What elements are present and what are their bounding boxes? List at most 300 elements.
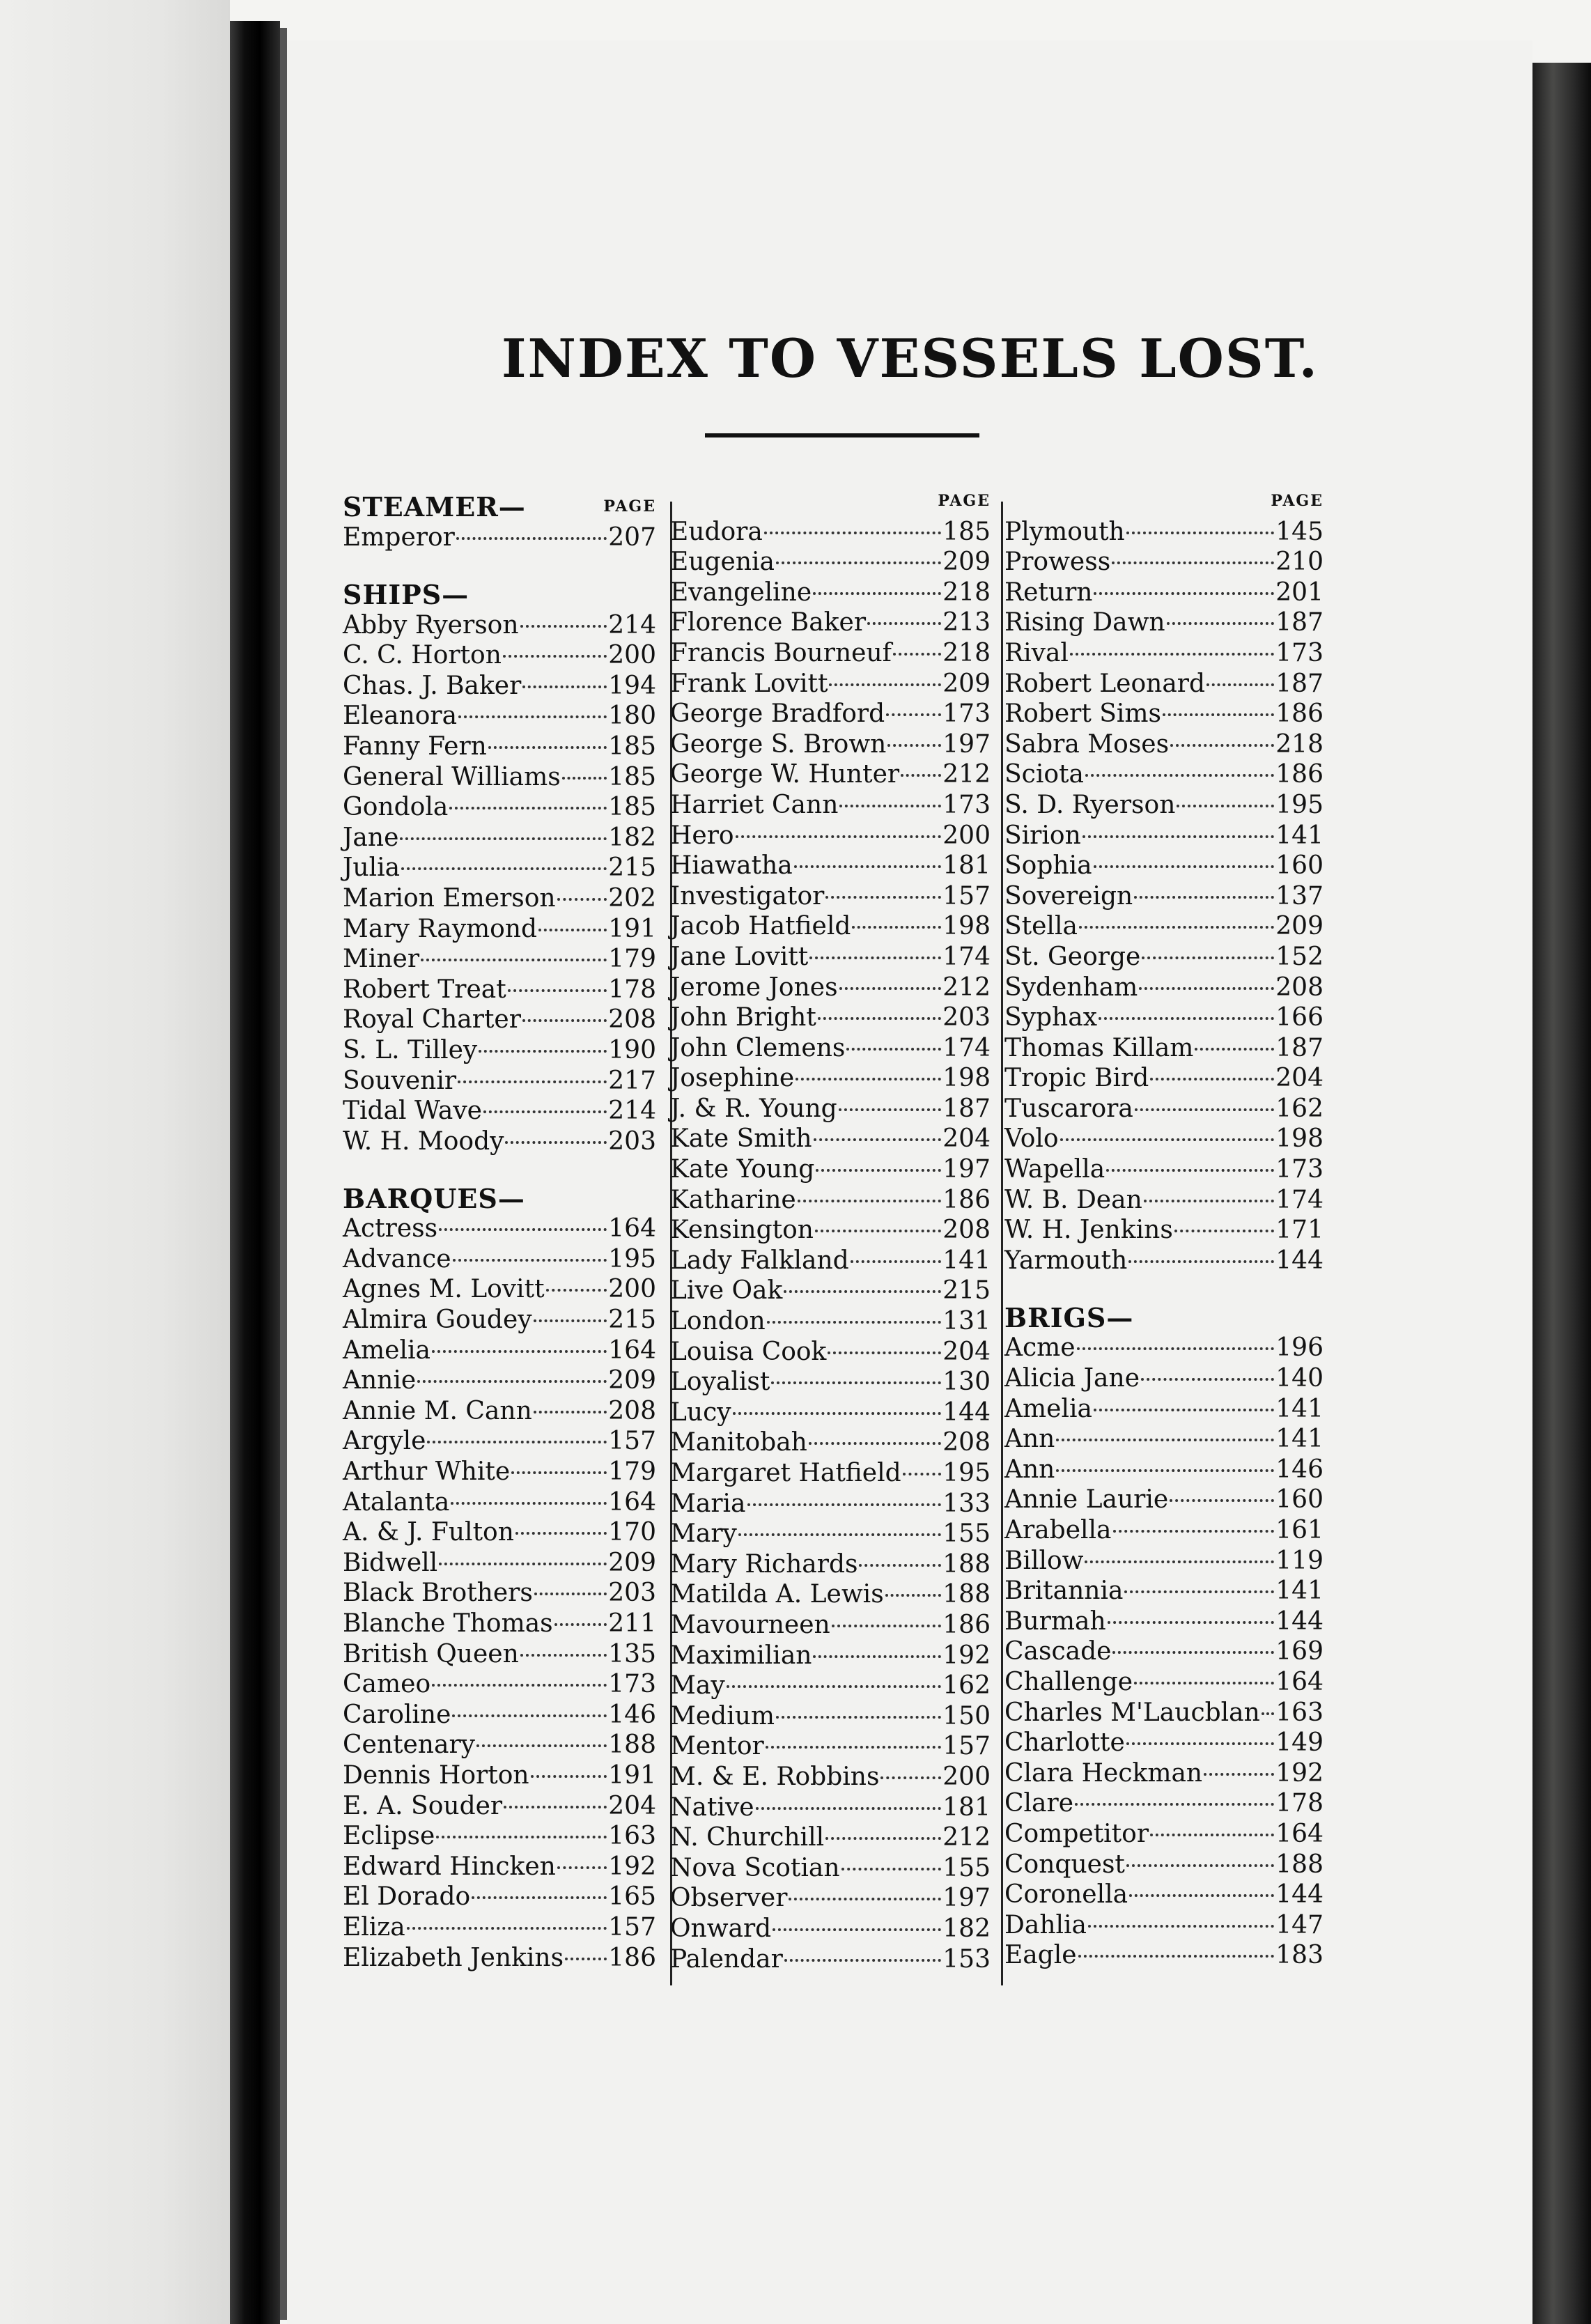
page-number: 218 — [942, 578, 991, 607]
section-spacer — [343, 553, 656, 574]
dot-leader — [534, 1593, 607, 1595]
vessel-name: Gondola — [343, 793, 449, 822]
section-header — [343, 1177, 656, 1214]
dot-leader — [562, 777, 607, 780]
vessel-name: Observer — [670, 1884, 788, 1913]
vessel-name: Matilda A. Lewis — [670, 1580, 884, 1609]
page-number: 198 — [942, 912, 991, 941]
dot-leader — [733, 1412, 942, 1415]
dot-leader — [903, 1473, 942, 1475]
dot-leader — [538, 929, 607, 931]
vessel-name: Emperor — [343, 523, 455, 552]
page-number: 173 — [608, 1670, 656, 1699]
vessel-name: Britannia — [1004, 1577, 1124, 1606]
vessel-name: Royal Charter — [343, 1005, 521, 1035]
page-number: 149 — [1275, 1728, 1324, 1758]
vessel-name: J. & R. Young — [670, 1094, 837, 1123]
index-entry — [343, 1912, 656, 1943]
index-entry — [343, 914, 656, 945]
index-entry — [1004, 1758, 1324, 1789]
vessel-name: Sabra Moses — [1004, 729, 1170, 759]
page-number: 204 — [942, 1124, 991, 1154]
index-entry — [670, 1731, 991, 1762]
page-number: 209 — [608, 1548, 656, 1577]
vessel-name: Cascade — [1004, 1637, 1112, 1666]
page-number: 160 — [1275, 851, 1324, 881]
dot-leader — [534, 1411, 607, 1413]
page-number: 181 — [942, 851, 991, 881]
vessel-name: Marion Emerson — [343, 883, 556, 913]
vessel-name: Louisa Cook — [670, 1337, 827, 1366]
page-number: 135 — [608, 1639, 656, 1668]
dot-leader — [432, 1350, 607, 1353]
vessel-name: Maximilian — [670, 1641, 812, 1670]
dot-leader — [859, 1564, 941, 1567]
vessel-name: Mavourneen — [670, 1610, 830, 1639]
index-entry — [670, 821, 991, 851]
page-number: 217 — [608, 1066, 656, 1095]
index-entry — [670, 1579, 991, 1610]
index-entry — [1004, 942, 1324, 973]
index-entry — [1004, 1094, 1324, 1124]
page-number: 152 — [1275, 942, 1324, 971]
dot-leader — [880, 1776, 941, 1779]
section-header — [343, 486, 656, 522]
dot-leader — [472, 1896, 607, 1899]
vessel-name: Billow — [1004, 1546, 1084, 1575]
vessel-name: John Clemens — [670, 1033, 846, 1062]
page-edge — [1532, 63, 1591, 2324]
index-entry — [670, 1002, 991, 1033]
dot-leader — [851, 1260, 942, 1263]
dot-leader — [508, 989, 607, 992]
index-entry — [670, 1822, 991, 1853]
page-number: 180 — [608, 702, 656, 731]
gutter-edge — [280, 28, 287, 2320]
page-column-label: PAGE — [938, 492, 991, 510]
index-entry — [1004, 1363, 1324, 1394]
index-entry — [1004, 759, 1324, 790]
index-entry — [343, 1035, 656, 1066]
index-entry — [343, 640, 656, 671]
dot-leader — [818, 1017, 941, 1020]
page-number: 192 — [608, 1852, 656, 1881]
vessel-name: Mary Richards — [670, 1549, 858, 1579]
vessel-name: Abby Ryerson — [343, 610, 519, 640]
vessel-name: Coronella — [1004, 1880, 1128, 1909]
page-number: 185 — [608, 762, 656, 791]
page-number: 203 — [608, 1579, 656, 1608]
index-entry — [1004, 1246, 1324, 1276]
vessel-name: Caroline — [343, 1700, 451, 1729]
vessel-name: General Williams — [343, 762, 561, 791]
vessel-name: John Bright — [670, 1003, 816, 1032]
index-entry — [343, 610, 656, 641]
page-number: 212 — [942, 973, 991, 1002]
page-number: 165 — [608, 1882, 656, 1912]
page-number: 215 — [608, 1306, 656, 1335]
vessel-name: Lucy — [670, 1397, 731, 1427]
index-entry — [670, 759, 991, 790]
page-number: 191 — [608, 914, 656, 943]
index-entry — [343, 1548, 656, 1579]
page-number: 162 — [1275, 1094, 1324, 1123]
page-number: 197 — [942, 729, 991, 759]
page-number: 207 — [608, 523, 656, 552]
index-entry — [1004, 911, 1324, 942]
vessel-name: Sydenham — [1004, 973, 1138, 1002]
dot-leader — [1056, 1439, 1274, 1441]
index-entry — [343, 853, 656, 883]
dot-leader — [458, 1080, 607, 1083]
vessel-name: A. & J. Fulton — [343, 1518, 514, 1547]
page-number: 173 — [942, 699, 991, 729]
page-number: 141 — [1275, 1577, 1324, 1606]
vessel-name: Kensington — [670, 1216, 814, 1245]
page-number: 185 — [608, 731, 656, 761]
index-entry — [343, 883, 656, 914]
dot-leader — [1262, 1712, 1274, 1715]
index-entry — [343, 701, 656, 731]
vessel-name: Syphax — [1004, 1003, 1097, 1032]
vessel-name: Jane Lovitt — [670, 942, 809, 971]
vessel-name: Dennis Horton — [343, 1760, 529, 1790]
vessel-name: Mary Raymond — [343, 914, 538, 943]
vessel-name: Jane — [343, 823, 399, 852]
index-entry — [1004, 1124, 1324, 1154]
vessel-name: Robert Leonard — [1004, 669, 1206, 698]
page-number: 153 — [942, 1944, 991, 1974]
page-number: 203 — [942, 1003, 991, 1032]
page-number: 157 — [608, 1427, 656, 1456]
vessel-name: Florence Baker — [670, 608, 867, 637]
page-number: 174 — [1275, 1185, 1324, 1214]
page-number: 179 — [608, 945, 656, 974]
index-entry — [343, 1096, 656, 1126]
vessel-name: Eudora — [670, 517, 763, 546]
dot-leader — [565, 1958, 607, 1960]
index-entry — [670, 1641, 991, 1671]
page-number: 147 — [1275, 1910, 1324, 1939]
index-entry — [343, 1066, 656, 1097]
dot-leader — [825, 896, 941, 899]
vessel-name: Lady Falkland — [670, 1246, 849, 1275]
index-entry — [670, 1185, 991, 1216]
index-entry — [343, 1335, 656, 1366]
page-column-header — [1004, 486, 1324, 517]
dot-leader — [867, 622, 941, 625]
vessel-name: Alicia Jane — [1004, 1364, 1140, 1393]
vessel-name: Argyle — [343, 1427, 426, 1456]
dot-leader — [520, 625, 607, 628]
page-number: 204 — [942, 1337, 991, 1366]
vessel-name: Margaret Hatfield — [670, 1459, 901, 1487]
vessel-name: Bidwell — [343, 1548, 438, 1577]
section-title: SHIPS— — [343, 579, 469, 610]
section-title: BRIGS— — [1004, 1301, 1134, 1333]
index-entry — [1004, 1546, 1324, 1577]
dot-leader — [1139, 987, 1274, 990]
page-number: 210 — [1275, 548, 1324, 577]
page-number: 164 — [608, 1335, 656, 1365]
vessel-name: Eugenia — [670, 548, 775, 577]
index-entry — [1004, 1788, 1324, 1819]
index-entry — [670, 729, 991, 760]
page-number: 212 — [942, 760, 991, 789]
index-entry — [670, 1215, 991, 1246]
page-number: 192 — [1275, 1758, 1324, 1788]
page-number: 209 — [1275, 912, 1324, 941]
vessel-name: Annie — [343, 1366, 417, 1395]
index-entry — [670, 1337, 991, 1368]
index-entry — [670, 1063, 991, 1094]
vessel-name: Charlotte — [1004, 1728, 1125, 1758]
index-entry — [670, 1397, 991, 1428]
vessel-name: Rising Dawn — [1004, 608, 1165, 637]
page-number: 212 — [942, 1823, 991, 1852]
page-number: 215 — [942, 1276, 991, 1306]
vessel-name: S. L. Tilley — [343, 1035, 478, 1064]
vessel-name: Katharine — [670, 1185, 796, 1214]
page-number: 195 — [608, 1244, 656, 1273]
vessel-name: Annie M. Cann — [343, 1396, 532, 1425]
vessel-name: E. A. Souder — [343, 1791, 503, 1820]
vessel-name: Kate Young — [670, 1155, 815, 1184]
dot-leader — [887, 744, 941, 747]
vessel-name: Tidal Wave — [343, 1097, 482, 1126]
dot-leader — [736, 835, 942, 838]
vessel-name: Fanny Fern — [343, 731, 487, 761]
index-entry — [670, 1489, 991, 1519]
section-title: BARQUES— — [343, 1182, 525, 1214]
dot-leader — [1170, 1499, 1274, 1502]
index-entry — [1004, 1515, 1324, 1546]
index-entry — [343, 1396, 656, 1427]
dot-leader — [832, 1625, 942, 1627]
vessel-name: Prowess — [1004, 548, 1111, 577]
vessel-name: Rival — [1004, 638, 1069, 667]
vessel-name: Investigator — [670, 881, 825, 911]
dot-leader — [479, 1050, 607, 1053]
section-header — [1004, 1296, 1324, 1333]
index-entry — [670, 911, 991, 942]
index-entry — [1004, 1333, 1324, 1363]
index-entry — [670, 1549, 991, 1580]
page-number: 144 — [942, 1397, 991, 1427]
vessel-name: Annie Laurie — [1004, 1485, 1169, 1515]
page-number: 208 — [1275, 973, 1324, 1002]
dot-leader — [1112, 561, 1274, 564]
index-entry — [670, 1306, 991, 1337]
vessel-name: Return — [1004, 578, 1093, 607]
page-number: 218 — [1275, 729, 1324, 759]
dot-leader — [483, 1110, 607, 1113]
index-entry — [1004, 1576, 1324, 1606]
page-number: 186 — [942, 1610, 991, 1639]
index-entry — [343, 1214, 656, 1244]
page-number: 188 — [942, 1549, 991, 1579]
dot-leader — [1126, 1864, 1274, 1867]
dot-leader — [1141, 1378, 1274, 1381]
page-number: 209 — [942, 669, 991, 698]
index-entry — [343, 1244, 656, 1275]
section-title: STEAMER— — [343, 491, 526, 523]
index-entry — [1004, 669, 1324, 699]
page-number: 211 — [608, 1609, 656, 1638]
vessel-name: Kate Smith — [670, 1124, 812, 1154]
index-entry — [343, 1126, 656, 1157]
index-entry — [1004, 1940, 1324, 1971]
dot-leader — [885, 1594, 942, 1597]
dot-leader — [1099, 1017, 1274, 1020]
page-number: 200 — [942, 1762, 991, 1791]
dot-leader — [511, 1471, 607, 1474]
vessel-name: British Queen — [343, 1639, 519, 1668]
index-entry — [1004, 517, 1324, 548]
page-number: 161 — [1275, 1516, 1324, 1544]
dot-leader — [1079, 926, 1274, 929]
page-number: 170 — [608, 1518, 656, 1547]
vessel-name: Thomas Killam — [1004, 1033, 1194, 1062]
page-number: 198 — [942, 1064, 991, 1093]
page-number: 200 — [608, 1275, 656, 1304]
dot-leader — [776, 561, 941, 564]
page-number: 150 — [942, 1701, 991, 1730]
dot-leader — [503, 655, 607, 658]
dot-leader — [841, 1868, 942, 1870]
page-number: 164 — [608, 1214, 656, 1244]
dot-leader — [1075, 1803, 1274, 1806]
vessel-name: Ann — [1004, 1425, 1055, 1454]
vessel-name: El Dorado — [343, 1882, 471, 1912]
section-header — [343, 574, 656, 610]
dot-leader — [417, 1380, 607, 1383]
index-entry — [670, 1124, 991, 1154]
page-number: 186 — [608, 1943, 656, 1972]
page-number: 179 — [608, 1457, 656, 1487]
dot-leader — [1129, 1894, 1274, 1897]
page-number: 171 — [1275, 1216, 1324, 1245]
vessel-name: London — [670, 1307, 766, 1336]
index-entry — [670, 1033, 991, 1064]
vessel-name: M. & E. Robbins — [670, 1762, 880, 1791]
page-number: 174 — [942, 1033, 991, 1062]
vessel-name: Centenary — [343, 1730, 476, 1760]
index-entry — [670, 1610, 991, 1641]
index-entry — [670, 669, 991, 699]
vessel-name: Amelia — [343, 1335, 430, 1365]
vessel-name: Eclipse — [343, 1822, 435, 1851]
dot-leader — [829, 683, 941, 686]
index-entry — [1004, 1185, 1324, 1216]
column-divider-2 — [1001, 502, 1003, 1985]
index-entry — [670, 1246, 991, 1276]
dot-leader — [522, 1019, 607, 1022]
index-column-3 — [1004, 486, 1324, 1971]
vessel-name: Harriet Cann — [670, 790, 839, 819]
vessel-name: Nova Scotian — [670, 1853, 840, 1882]
vessel-name: W. H. Jenkins — [1004, 1216, 1173, 1245]
vessel-name: Francis Bourneuf — [670, 638, 892, 667]
index-entry — [343, 1005, 656, 1035]
dot-leader — [522, 685, 607, 688]
page-number: 133 — [942, 1489, 991, 1518]
page-number: 214 — [608, 610, 656, 640]
index-entry — [343, 1487, 656, 1518]
dot-leader — [809, 956, 941, 959]
page-number: 186 — [942, 1185, 991, 1214]
dot-leader — [1082, 835, 1275, 838]
vessel-name: Eleanora — [343, 702, 458, 731]
page-number: 141 — [1275, 1394, 1324, 1423]
page-number: 146 — [1275, 1455, 1324, 1484]
vessel-name: Ann — [1004, 1455, 1055, 1484]
page-number: 141 — [1275, 1425, 1324, 1454]
page-number: 188 — [942, 1580, 991, 1609]
page-number: 157 — [942, 881, 991, 911]
page-title: INDEX TO VESSELS LOST. — [502, 327, 1319, 389]
dot-leader — [439, 1563, 607, 1565]
index-entry — [670, 1367, 991, 1397]
index-entry — [1004, 1002, 1324, 1033]
dot-leader — [407, 1927, 607, 1930]
vessel-name: Edward Hincken — [343, 1852, 556, 1881]
dot-leader — [515, 1532, 607, 1535]
page-number: 201 — [1275, 578, 1324, 607]
dot-leader — [427, 1441, 607, 1443]
vessel-name: Conquest — [1004, 1850, 1125, 1879]
dot-leader — [557, 898, 607, 901]
page-number: 155 — [942, 1519, 991, 1549]
dot-leader — [813, 592, 941, 595]
vessel-name: Hero — [670, 821, 734, 850]
book-gutter — [230, 21, 280, 2324]
page-number: 218 — [942, 638, 991, 667]
vessel-name: Tropic Bird — [1004, 1064, 1149, 1093]
dot-leader — [476, 1744, 607, 1747]
section-spacer — [1004, 1276, 1324, 1296]
page-number: 190 — [608, 1035, 656, 1064]
index-entry — [343, 1730, 656, 1760]
dot-leader — [1163, 713, 1274, 716]
facing-page — [0, 0, 230, 2324]
vessel-name: Black Brothers — [343, 1579, 533, 1608]
dot-leader — [901, 774, 941, 777]
vessel-name: Elizabeth Jenkins — [343, 1943, 564, 1972]
vessel-name: Josephine — [670, 1064, 795, 1093]
dot-leader — [1060, 1138, 1275, 1141]
page-column-header — [670, 486, 991, 517]
dot-leader — [554, 1623, 607, 1626]
dot-leader — [432, 1684, 607, 1687]
index-entry — [670, 881, 991, 912]
vessel-name: Medium — [670, 1701, 775, 1730]
vessel-name: Jerome Jones — [670, 973, 838, 1002]
page-number: 131 — [942, 1307, 991, 1336]
dot-leader — [1167, 622, 1275, 625]
index-entry — [343, 1852, 656, 1882]
vessel-name: Challenge — [1004, 1667, 1133, 1696]
index-entry — [670, 1427, 991, 1458]
dot-leader — [767, 1321, 942, 1324]
dot-leader — [557, 1866, 607, 1869]
page-number: 197 — [942, 1884, 991, 1913]
index-entry — [1004, 1667, 1324, 1698]
dot-leader — [1150, 1834, 1274, 1836]
vessel-name: Onward — [670, 1914, 772, 1943]
page-number: 164 — [1275, 1667, 1324, 1696]
page-number: 208 — [942, 1216, 991, 1245]
